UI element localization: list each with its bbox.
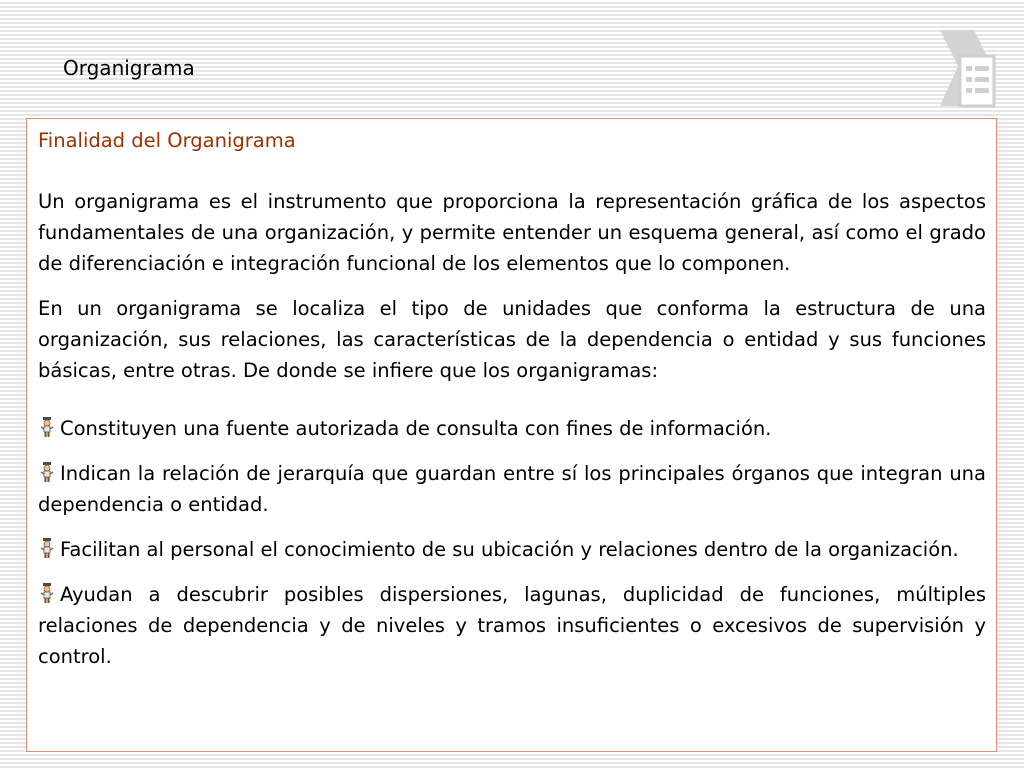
bullet-text: Facilitan al personal el conocimiento de su ubicación y relaciones dentro de la organización. [60, 538, 959, 561]
bullet-item-2 [38, 458, 986, 520]
paragraph-definition: Un organigrama es el instrumento que proporciona la representación gráfica de los aspectos fundamentales de una organización, y permite entender un esquema general, así como el grado de diferenciación e integración funcional de los elementos que lo componen. [38, 190, 986, 275]
person-bullet-icon [38, 582, 56, 604]
bullet-text: Constituyen una fuente autorizada de consulta con fines de información. [60, 417, 772, 440]
section-heading: Finalidad del Organigrama [38, 129, 296, 152]
document-list-icon [934, 26, 998, 114]
bullet-item-3 [38, 534, 986, 565]
paragraph-content: En un organigrama se localiza el tipo de unidades que conforma la estructura de una organización, sus relaciones, las características de la dependencia o entidad y sus funciones básicas, entre otras. De donde se infiere que los organigramas: [38, 297, 986, 382]
person-bullet-icon [38, 461, 56, 483]
person-bullet-icon [38, 416, 56, 438]
bullet-item-1 [38, 413, 986, 444]
bullet-text: Indican la relación de jerarquía que guardan entre sí los principales órganos que integran una dependencia o entidad. [38, 462, 986, 516]
content-box [26, 118, 997, 752]
person-bullet-icon [38, 537, 56, 559]
text-area [38, 186, 986, 672]
bullet-text: Ayudan a descubrir posibles dispersiones, lagunas, duplicidad de funciones, múltiples relaciones de dependencia y de niveles y tramos insuficientes o excesivos de supervisión y control. [38, 583, 986, 668]
slide-title: Organigrama [63, 56, 195, 80]
bullet-item-4 [38, 579, 986, 672]
